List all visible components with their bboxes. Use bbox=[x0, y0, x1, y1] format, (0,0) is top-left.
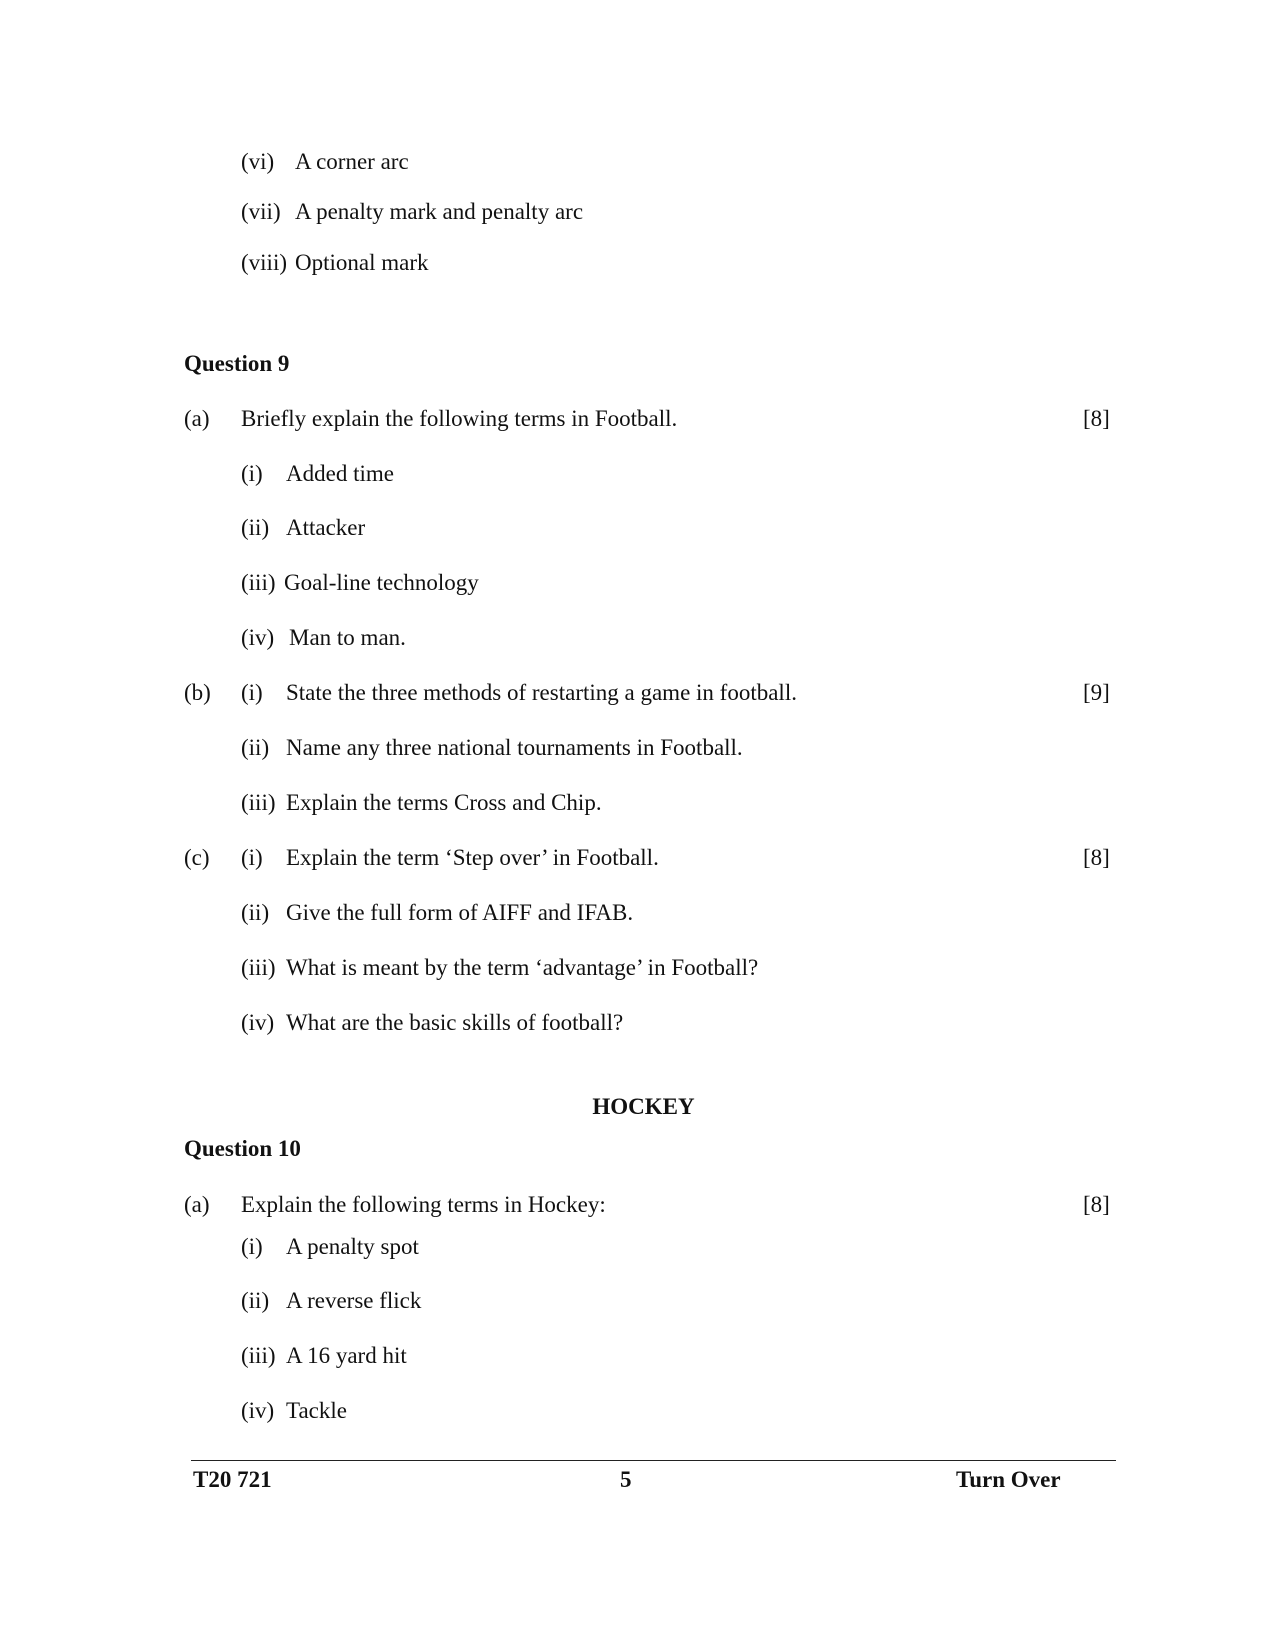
list-item bbox=[241, 954, 758, 982]
item-text: Optional mark bbox=[295, 250, 429, 275]
item-text: Goal-line technology bbox=[284, 570, 479, 595]
item-number: (i) bbox=[241, 1234, 263, 1259]
item-text: A corner arc bbox=[295, 149, 409, 174]
item-number: (ii) bbox=[241, 1288, 270, 1313]
item-number: (iii) bbox=[241, 1343, 276, 1368]
list-item bbox=[241, 569, 479, 597]
list-item bbox=[241, 1009, 623, 1037]
item-number: (i) bbox=[241, 680, 263, 705]
list-item bbox=[241, 679, 797, 707]
item-number: (ii) bbox=[241, 515, 270, 540]
item-text: Give the full form of AIFF and IFAB. bbox=[286, 900, 634, 925]
item-text: A 16 yard hit bbox=[286, 1343, 407, 1368]
list-item bbox=[241, 514, 365, 542]
item-number: (viii) bbox=[241, 250, 287, 275]
item-text: Tackle bbox=[286, 1398, 347, 1423]
item-number: (i) bbox=[241, 845, 263, 870]
page-number: 5 bbox=[620, 1467, 632, 1492]
list-item bbox=[241, 1397, 347, 1425]
list-item bbox=[241, 1342, 407, 1370]
item-number: (iv) bbox=[241, 1398, 275, 1423]
list-item bbox=[241, 899, 633, 927]
item-number: (ii) bbox=[241, 735, 270, 760]
section-title: HOCKEY bbox=[592, 1094, 695, 1119]
list-item bbox=[241, 249, 429, 277]
part-label: (a) bbox=[184, 1192, 210, 1217]
item-number: (iii) bbox=[241, 790, 276, 815]
item-text: Attacker bbox=[286, 515, 366, 540]
marks: [9] bbox=[1083, 680, 1110, 705]
list-item bbox=[241, 198, 583, 226]
marks: [8] bbox=[1083, 845, 1110, 870]
question-heading: Question 10 bbox=[184, 1136, 301, 1161]
item-number: (iv) bbox=[241, 625, 275, 650]
part-text: Briefly explain the following terms in Football. bbox=[241, 406, 678, 431]
turn-over: Turn Over bbox=[956, 1467, 1061, 1492]
item-text: Man to man. bbox=[289, 625, 406, 650]
list-item bbox=[241, 1287, 421, 1315]
item-number: (vii) bbox=[241, 199, 281, 224]
part-label: (a) bbox=[184, 406, 210, 431]
part-text: Explain the following terms in Hockey: bbox=[241, 1192, 606, 1217]
list-item bbox=[241, 1233, 419, 1261]
item-number: (i) bbox=[241, 461, 263, 486]
question-heading: Question 9 bbox=[184, 351, 290, 376]
list-item bbox=[241, 624, 406, 652]
list-item bbox=[241, 844, 659, 872]
item-text: Explain the terms Cross and Chip. bbox=[286, 790, 602, 815]
footer-rule bbox=[191, 1460, 1116, 1461]
item-number: (iii) bbox=[241, 570, 276, 595]
part-label: (c) bbox=[184, 845, 210, 870]
item-number: (ii) bbox=[241, 900, 270, 925]
item-text: A penalty spot bbox=[286, 1234, 419, 1259]
item-text: A penalty mark and penalty arc bbox=[295, 199, 584, 224]
item-number: (iv) bbox=[241, 1010, 275, 1035]
item-text: Name any three national tournaments in Football. bbox=[286, 735, 743, 760]
item-text: What are the basic skills of football? bbox=[286, 1010, 624, 1035]
item-text: Added time bbox=[286, 461, 394, 486]
list-item bbox=[241, 148, 409, 176]
marks: [8] bbox=[1083, 406, 1110, 431]
paper-code: T20 721 bbox=[193, 1467, 272, 1492]
list-item bbox=[241, 789, 602, 817]
item-text: What is meant by the term ‘advantage’ in Football? bbox=[286, 955, 759, 980]
item-text: A reverse flick bbox=[286, 1288, 422, 1313]
item-text: Explain the term ‘Step over’ in Football. bbox=[286, 845, 659, 870]
part-label: (b) bbox=[184, 680, 211, 705]
list-item bbox=[241, 734, 743, 762]
item-number: (iii) bbox=[241, 955, 276, 980]
list-item bbox=[241, 460, 394, 488]
marks: [8] bbox=[1083, 1192, 1110, 1217]
item-text: State the three methods of restarting a game in football. bbox=[286, 680, 797, 705]
item-number: (vi) bbox=[241, 149, 275, 174]
